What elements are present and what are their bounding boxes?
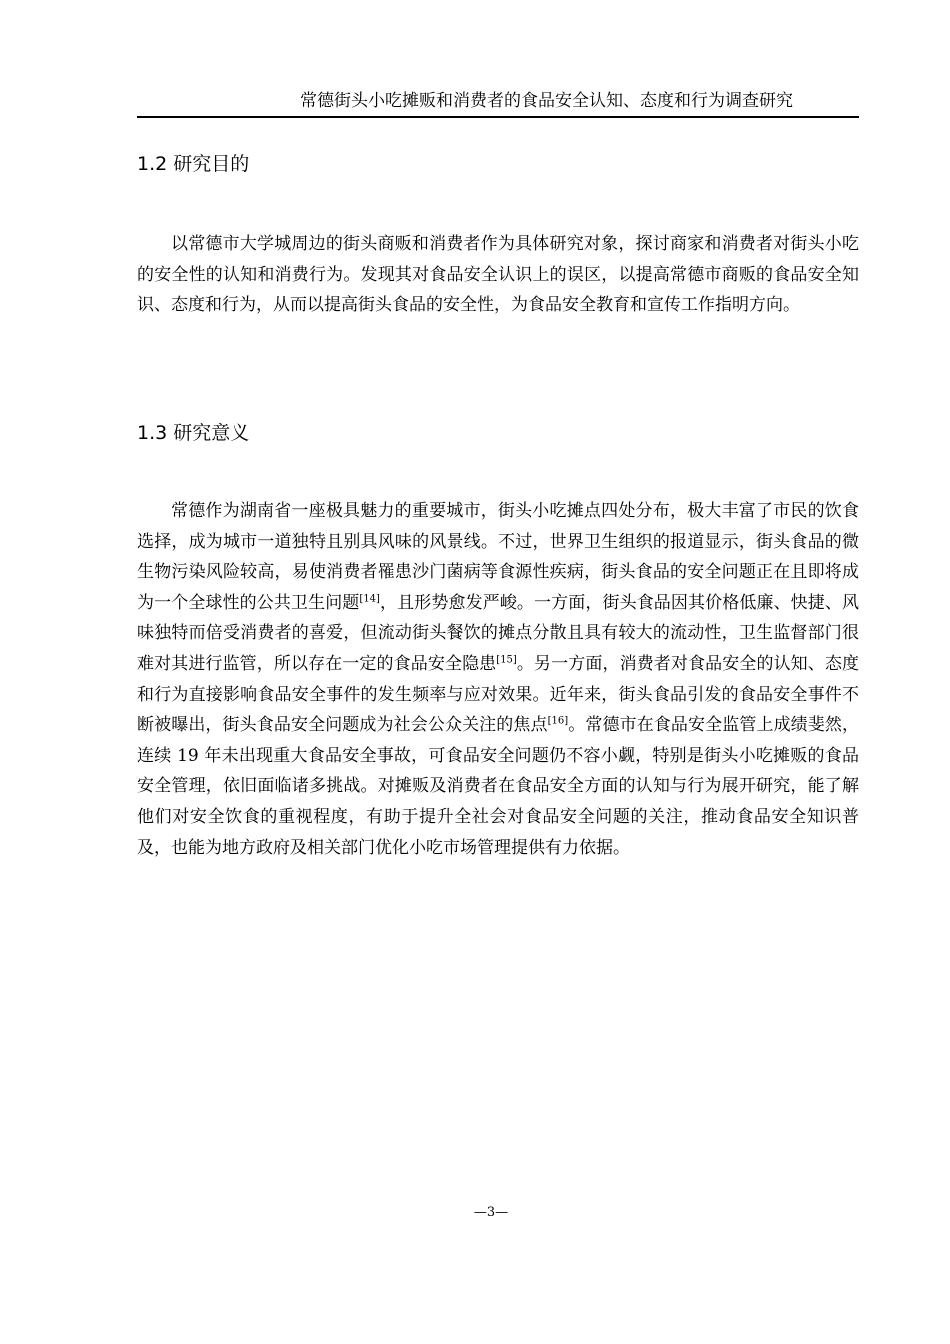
paragraph-research-significance [137,496,859,863]
citation-ref: [15] [496,654,517,666]
running-header-title: 常德街头小吃摊贩和消费者的食品安全认知、态度和行为调查研究 [300,91,793,111]
paragraph-research-purpose: 以常德市大学城周边的街头商贩和消费者作为具体研究对象，探讨商家和消费者对街头小吃的安全性的认知和消费行为。发现其对食品安全认识上的误区，以提高常德市商贩的食品安全知识、态度和行为，从而以提高街头食品的安全性，为食品安全教育和宣传工作指明方向。 [137,234,859,316]
paragraph-text: 。常德市在食品安全监管上成绩斐然，连续 19 年未出现重大食品安全事故，可食品安全问题仍不容小觑，特别是街头小吃摊贩的食品安全管理，依旧面临诸多挑战。对摊贩及消费者在食品安全方面的认知与行为展开研究，能了解他们对安全饮食的重视程度，有助于提升全社会对食品安全问题的关注，推动食品安全知识普及，也能为地方政府及相关部门优化小吃市场管理提供有力依据。 [137,715,860,858]
paragraph-text: 常德作为湖南省一座极具魅力的重要城市，街头小吃摊点四处分布，极大丰富了市民的饮食选择，成为城市一道独特且别具风味的风景线。不过，世界卫生组织的报道显示，街头食品的微生物污染风险较高，易使消费者罹患沙门菌病等食源性疾病，街头食品的安全问题正在且即将成为一个全球性的公共卫生问题 [137,501,859,613]
page-header [137,88,859,118]
section-heading-research-significance: 1.3 研究意义 [137,422,250,444]
paragraph-text: 。另一方面，消费者对食品安全的认知、态度和行为直接影响食品安全事件的发生频率与应对效果。近年来，街头食品引发的食品安全事件不断被曝出，街头食品安全问题成为社会公众关注的焦点 [137,653,860,736]
section-heading-research-purpose: 1.2 研究目的 [137,153,250,175]
citation-ref: [14] [359,593,380,605]
citation-ref: [16] [547,715,569,727]
paragraph-text: ，且形势愈发严峻。一方面，街头食品因其价格低廉、快捷、风味独特而倍受消费者的喜爱，但流动街头餐饮的摊点分散且具有较大的流动性，卫生监督部门很难对其进行监管，所以存在一定的食品安全隐患 [137,592,860,674]
page-number: —3— [473,1205,509,1220]
